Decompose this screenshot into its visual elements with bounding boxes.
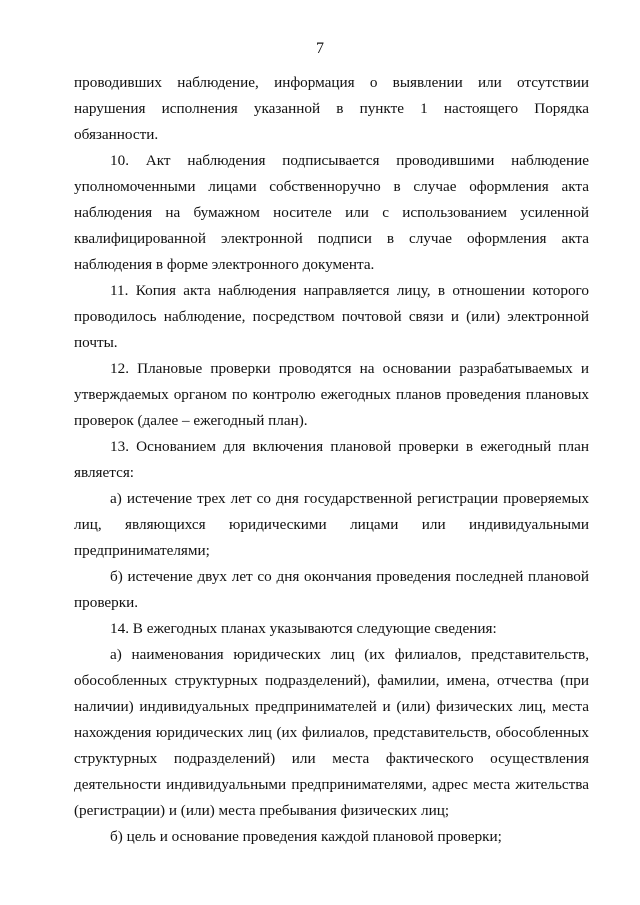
page-number: 7 (316, 40, 324, 57)
text-line: является: (74, 464, 135, 481)
text-line: 12. Плановые проверки проводятся на основании разрабатываемых и (110, 360, 589, 377)
text-line: утверждаемых органом по контролю ежегодных планов проведения плановых (74, 386, 589, 403)
text-line: 10. Акт наблюдения подписывается проводившими наблюдение (110, 152, 589, 169)
text-line: 13. Основанием для включения плановой проверки в ежегодный план (110, 438, 589, 455)
text-line: структурных подразделений) или места фактического осуществления (74, 750, 589, 767)
text-line: нарушения исполнения указанной в пункте 1 настоящего Порядка (74, 100, 589, 117)
paragraph (74, 148, 589, 278)
text-line: деятельности индивидуальными предпринимателями, адрес места жительства (74, 776, 589, 793)
text-line: (регистрации) и (или) места пребывания физических лиц; (74, 802, 450, 819)
text-line: проверок (далее – ежегодный план). (74, 412, 308, 429)
paragraph (74, 70, 589, 148)
paragraph (74, 824, 589, 850)
text-line: проводивших наблюдение, информация о выявлении или отсутствии (74, 74, 589, 91)
text-line: проводилось наблюдение, посредством почтовой связи и (или) электронной (74, 308, 589, 325)
text-line: уполномоченными лицами собственноручно в случае оформления акта (74, 178, 589, 195)
text-line: наблюдения на бумажном носителе или с использованием усиленной (74, 204, 589, 221)
text-line: наличии) индивидуальных предпринимателей и (или) физических лиц, места (74, 698, 589, 715)
text-line: а) наименования юридических лиц (их филиалов, представительств, (110, 646, 589, 663)
paragraph (74, 642, 589, 824)
document-body (74, 70, 589, 850)
text-line: проверки. (74, 594, 139, 611)
paragraph (74, 616, 589, 642)
paragraph (74, 278, 589, 356)
text-line: а) истечение трех лет со дня государственной регистрации проверяемых (110, 490, 589, 507)
paragraph (74, 434, 589, 486)
text-line: обособленных структурных подразделений), фамилии, имена, отчества (при (74, 672, 589, 689)
paragraph (74, 486, 589, 564)
text-line: 14. В ежегодных планах указываются следующие сведения: (110, 620, 497, 637)
text-line: обязанности. (74, 126, 159, 143)
text-line: б) цель и основание проведения каждой плановой проверки; (110, 828, 502, 845)
text-line: наблюдения в форме электронного документа. (74, 256, 375, 273)
text-line: б) истечение двух лет со дня окончания проведения последней плановой (110, 568, 589, 585)
text-line: 11. Копия акта наблюдения направляется лицу, в отношении которого (110, 282, 589, 299)
text-line: квалифицированной электронной подписи в случае оформления акта (74, 230, 589, 247)
text-line: почты. (74, 334, 118, 351)
text-line: лиц, являющихся юридическими лицами или индивидуальными (74, 516, 589, 533)
text-line: нахождения юридических лиц (их филиалов, представительств, обособленных (74, 724, 589, 741)
paragraph (74, 356, 589, 434)
paragraph (74, 564, 589, 616)
text-line: предпринимателями; (74, 542, 210, 559)
